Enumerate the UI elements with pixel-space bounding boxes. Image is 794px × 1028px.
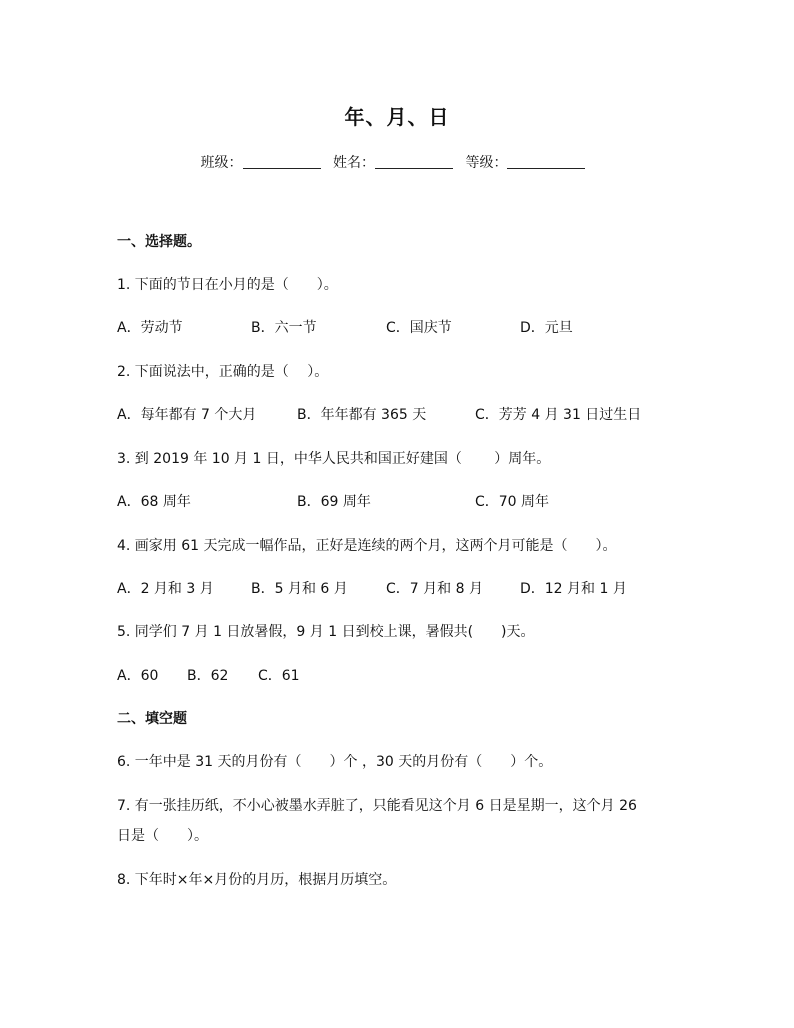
q5-option-b[interactable]: B．62 [187, 668, 229, 684]
q3-option-b[interactable]: B．69 周年 [297, 494, 371, 510]
q4-option-a[interactable]: A．2 月和 3 月 [117, 581, 214, 597]
class-label: 班级： [200, 155, 243, 171]
q4-option-c[interactable]: C．7 月和 8 月 [386, 581, 483, 597]
name-label: 姓名： [333, 155, 375, 171]
q1-option-a[interactable]: A．劳动节 [117, 320, 183, 336]
page-title: 年、月、日 [344, 105, 450, 129]
name-blank[interactable] [375, 154, 453, 169]
grade-label: 等级： [465, 155, 508, 171]
question-7-line-1: 7. 有一张挂历纸，不小心被墨水弄脏了，只能看见这个月 6 日是星期一，这个月 26 [117, 798, 637, 814]
question-1: 1. 下面的节日在小月的是（ ）。 [117, 277, 338, 293]
grade-blank[interactable] [507, 154, 585, 169]
q5-option-c[interactable]: C．61 [258, 668, 300, 684]
question-3: 3. 到 2019 年 10 月 1 日，中华人民共和国正好建国（ ）周年。 [117, 451, 551, 467]
question-6: 6. 一年中是 31 天的月份有（ ）个 ，30 天的月份有（ ）个。 [117, 754, 553, 770]
q3-option-c[interactable]: C．70 周年 [475, 494, 550, 510]
section-heading-choice: 一、选择题。 [117, 234, 201, 250]
question-4: 4. 画家用 61 天完成一幅作品，正好是连续的两个月，这两个月可能是（ ）。 [117, 538, 617, 554]
q2-option-c[interactable]: C．芳芳 4 月 31 日过生日 [475, 407, 642, 423]
question-2: 2. 下面说法中，正确的是（ ）。 [117, 364, 329, 380]
q4-option-d[interactable]: D．12 月和 1 月 [520, 581, 627, 597]
q1-option-b[interactable]: B．六一节 [251, 320, 317, 336]
q2-option-a[interactable]: A．每年都有 7 个大月 [117, 407, 257, 423]
q4-option-b[interactable]: B．5 月和 6 月 [251, 581, 348, 597]
class-blank[interactable] [243, 154, 321, 169]
q1-option-c[interactable]: C．国庆节 [386, 320, 452, 336]
q5-option-a[interactable]: A．60 [117, 668, 159, 684]
q1-option-d[interactable]: D．元旦 [520, 320, 573, 336]
q3-option-a[interactable]: A．68 周年 [117, 494, 191, 510]
question-8: 8. 下年时×年×月份的月历，根据月历填空。 [117, 872, 397, 888]
question-7-line-2: 日是（ ）。 [117, 828, 208, 844]
question-5: 5. 同学们 7 月 1 日放暑假，9 月 1 日到校上课，暑假共( )天。 [117, 624, 535, 640]
q2-option-b[interactable]: B．年年都有 365 天 [297, 407, 427, 423]
section-heading-fill: 二、填空题 [117, 711, 187, 727]
student-info-row [0, 152, 794, 172]
